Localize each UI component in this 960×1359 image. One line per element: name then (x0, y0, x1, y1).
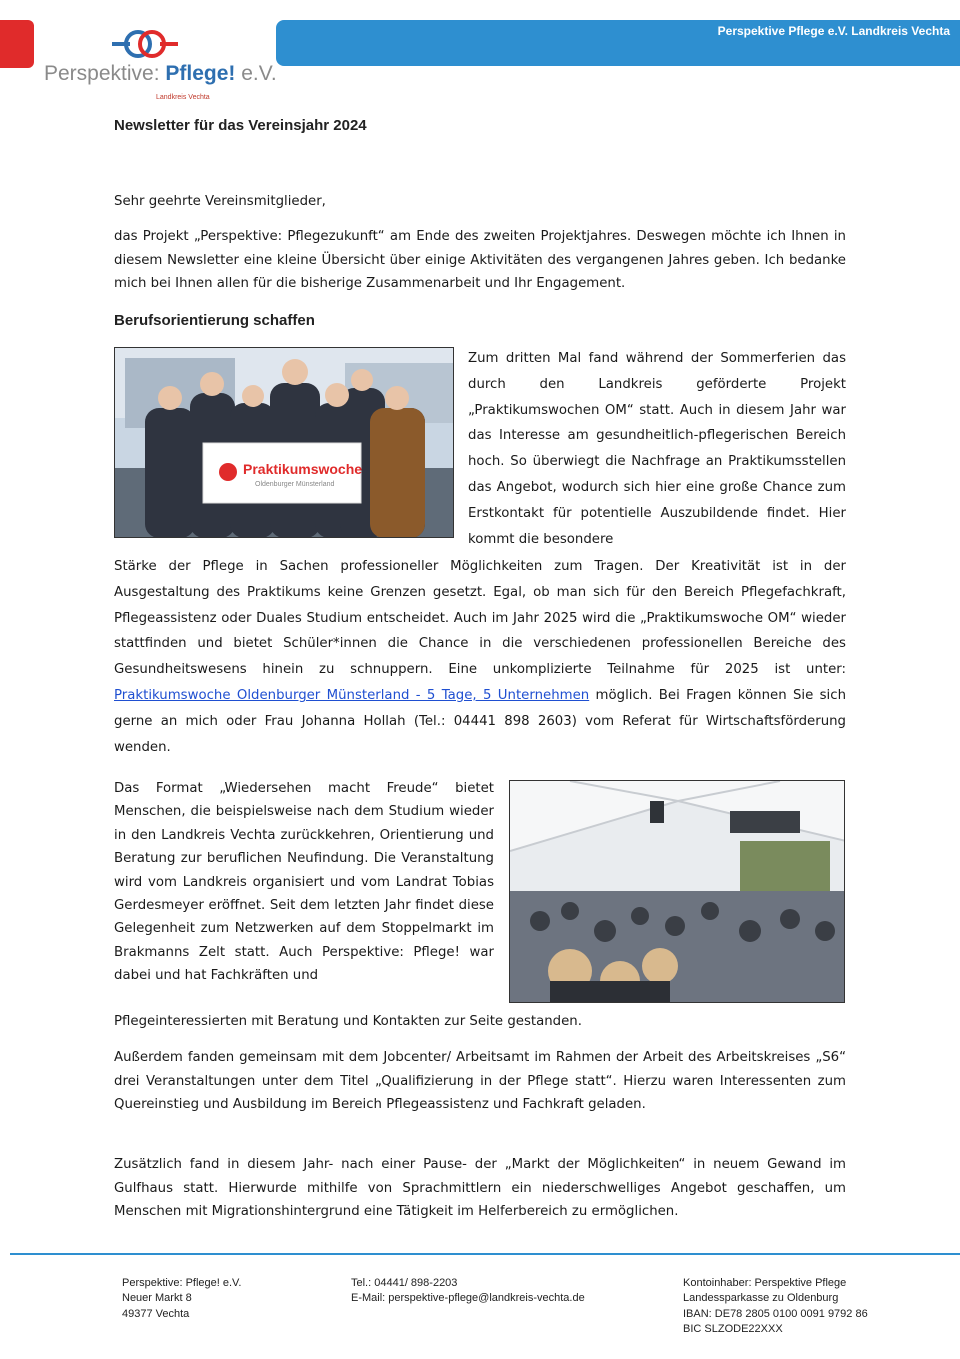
photo-sign-title: Praktikumswoche (243, 461, 363, 477)
footer-bank-details: Kontoinhaber: Perspektive Pflege Landessparkasse zu Oldenburg IBAN: DE78 2805 0100 0091 9792 86 BIC SLZODE22XXX (683, 1277, 868, 1336)
footer-contact: Tel.: 04441/ 898-2203 E-Mail: perspektive-pflege@landkreis-vechta.de (351, 1277, 585, 1305)
newsletter-title: Newsletter für das Vereinsjahr 2024 (114, 117, 367, 134)
logo-rings-icon (110, 24, 180, 64)
intro-paragraph: das Projekt „Perspektive: Pflegezukunft“ am Ende des zweiten Projektjahres. Deswegen möchte ich Ihnen in diesem Newsletter eine kleine Übersicht über einige Aktivitäten des vergangenen Jahres geben. Ich bedanke mich bei Ihnen allen für die bisherige Zusammenarbeit und Ihr Engagement. (114, 229, 846, 291)
footer-address: Perspektive: Pflege! e.V. Neuer Markt 8 49377 Vechta (122, 1277, 242, 1320)
organization-logo (44, 18, 277, 108)
section-title-berufsorientierung: Berufsorientierung schaffen (114, 312, 315, 329)
photo-sign-subtitle: Oldenburger Münsterland (255, 481, 335, 488)
section2-column-text: Das Format „Wiedersehen macht Freude“ bietet Menschen, die beispielsweise nach dem Studium wieder in den Landkreis Vechta zurückkehren, Orientierung und Beratung zur beruflichen Neufindung. Die Veranstaltung wird vom Landkreis organisiert und vom Landrat Tobias Gerdesmeyer eröffnet. Seit dem letzten Jahr findet diese Gelegenheit zum Netzwerken auf dem Stoppelmarkt im Brakmanns Zelt statt. Auch Perspektive: Pflege! war dabei und hat Fachkräften und (114, 781, 494, 984)
footer-divider (10, 1253, 960, 1255)
red-corner-tab (0, 20, 34, 68)
section1-continued-paragraph: Stärke der Pflege in Sachen professioneller Möglichkeiten zum Tragen. Der Kreativität ist in der Ausgestaltung des Praktikums keine Grenzen gesetzt. Egal, ob man sich für den Bereich Pflegefachkraft, Pflegeassistenz oder Duales Studium entscheidet. Auch im Jahr 2025 wird die „Praktikumswoche OM“ wieder stattfinden und bietet Schüler*innen die Chance in die verschiedenen professionellen Bereiche des Gesundheitswesens hinein zu schnuppern. Eine unkomplizierte Teilnahme für 2025 ist unter: Praktikumswoche Oldenburger Münsterland - 5 Tage, 5 Unternehmen möglich. Bei Fragen können Sie sich gerne an mich oder Frau Johanna Hollah (Tel.: 04441 898 2603) vom Referat für Wirtschaftsförderung wenden. (114, 559, 846, 755)
praktikumswoche-link[interactable]: Praktikumswoche Oldenburger Münsterland - 5 Tage, 5 Unternehmen (114, 687, 590, 703)
logo-subtitle: Landkreis Vechta (156, 94, 210, 101)
section1-column-text: Zum dritten Mal fand während der Sommerferien das durch den Landkreis geförderte Projekt „Praktikumswochen OM“ statt. Auch in diesem Jahr war das Interesse am gesundheitlich-pflegerischen Bereich hoch. So überwiegt die Nachfrage an Praktikumsstellen das Angebot, wodurch sich hier eine große Chance zum Erstkontakt für potentielle Auszubildende findet. Hier kommt die besondere (468, 351, 846, 547)
greeting: Sehr geehrte Vereinsmitglieder, (114, 194, 326, 209)
section4-paragraph: Zusätzlich fand in diesem Jahr- nach einer Pause- der „Markt der Möglichkeiten“ in neuem Gewand im Gulfhaus statt. Hierwurde mithilfe von Sprachmittlern ein niederschwelliges Angebot geschaffen, um Menschen mit Migrationshintergrund eine Tätigkeit im Helferbereich zu ermöglichen. (114, 1157, 846, 1219)
banner-text: Perspektive Pflege e.V. Landkreis Vechta (717, 24, 950, 38)
logo-wordmark: Perspektive: Pflege! e.V. (44, 62, 277, 85)
section3-paragraph: Außerdem fanden gemeinsam mit dem Jobcenter/ Arbeitsamt im Rahmen der Arbeit des Arbeitskreises „S6“ drei Veranstaltungen unter dem Titel „Qualifizierung in der Pflege statt“. Hierzu waren Interessenten zum Quereinstieg und Ausbildung im Bereich Pflegeassistenz und Fachkraft geladen. (114, 1050, 846, 1112)
praktikumswoche-group-photo (114, 347, 454, 538)
wiedersehen-event-photo (509, 780, 845, 1003)
section2-tail-text: Pflegeinteressierten mit Beratung und Kontakten zur Seite gestanden. (114, 1014, 582, 1029)
